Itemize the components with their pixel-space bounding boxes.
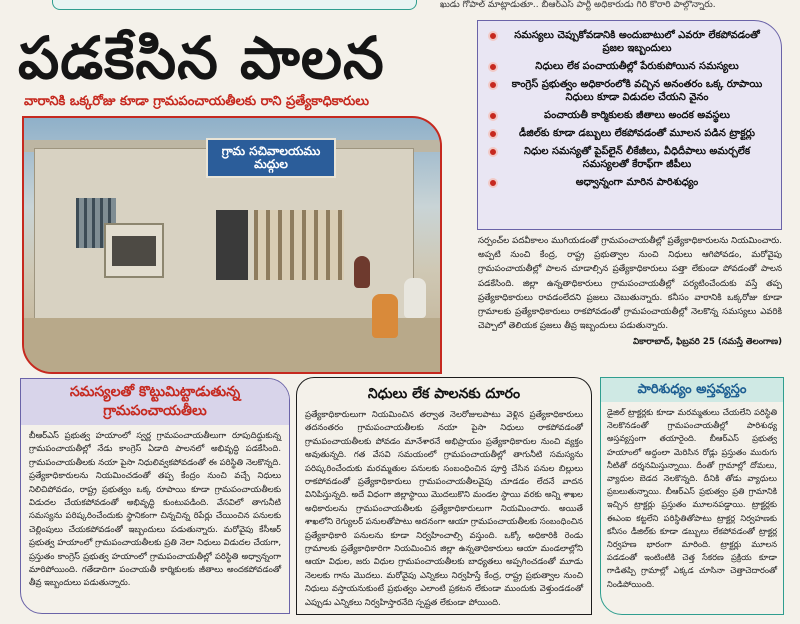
headline: పడకేసిన పాలన — [18, 24, 385, 92]
photo-gate — [254, 210, 344, 280]
highlight-item: కాంగ్రెస్ ప్రభుత్వం అధికారంలోకి వచ్చిన అనంతరం ఒక్క రూపాయి నిధులు కూడా విడుదల చేయని వైనం — [488, 78, 771, 104]
box-body: బీఆర్ఎస్ ప్రభుత్వ హయాంలో స్వర్ణ గ్రామపంచాయతీలుగా రూపుదిద్దుకున్న గ్రామపంచాయతీల్లో నేడు కాంగ్రెస్ ఏడాది పాలనలో అభివృద్ధి పడకేసింది. గ్రామపంచాయతీలకు నయా పైసా నిధులివ్వకపోవడంతో ఈ పరిస్థితి నెలకొన్నది. ప్రత్యేకాధికారులను నియమించడంతో తప్ప కేంద్రం నుంచి వచ్చే నిధులు నిలిచిపోవడం, రాష్ట్ర ప్రభుత్వం ఒక్క రూపాయి కూడా గ్రామపంచాయతీలకు విడుదల చేయకపోవడంతో అభివృద్ధి కుంటుపడింది. వేసవిలో తాగునీటి సమస్యను పరిష్కరించేందుకు స్థానికంగా చిన్నచిన్న రిపేర్లు చేయించిన పనులకు చెల్లింపులు చేయకపోవడంతో ఇబ్బందులు పడుతున్నారు. మరోవైపు కేసీఆర్ ప్రభుత్వ హయాంలో గ్రామపంచాయతీలకు ప్రతి నెలా నిధులు విడుదల చేయగా, ప్రస్తుతం కాంగ్రెస్ ప్రభుత్వ హయాంలో గ్రామపంచాయతీల్లో పరిస్థితి అధ్వాన్నంగా మారిపోయింది. గతేడాదిగా పంచాయతీ కార్మికులకు జీతాలు అందకపోవడంతో తీవ్ర ఇబ్బందులు పడుతున్నారు. — [29, 430, 281, 588]
highlight-item: పంచాయతీ కార్మికులకు జీతాలు అందక అవస్థలు — [488, 109, 771, 122]
box-title: పారిశుధ్యం అస్తవ్యస్తం — [601, 378, 783, 402]
intro-paragraph — [478, 234, 782, 350]
photo-board-inner — [112, 236, 156, 266]
news-photo — [22, 116, 442, 374]
photo-person-1 — [354, 256, 370, 288]
bullet-icon — [488, 178, 498, 188]
photo-person-3 — [404, 278, 426, 318]
top-strip-text: ఖుడు గోపాల్ మాట్లాడుతూ.. బీఆర్ఎస్ పార్టీ అధికారుడు గిరి కొరారి పాల్గొన్నారు. — [440, 0, 716, 10]
bullet-icon — [488, 31, 498, 41]
bullet-icon — [488, 129, 498, 139]
bullet-icon — [488, 80, 498, 90]
article-box-sanitation — [600, 377, 784, 615]
box-body: డైజిల్ ట్రాక్టర్లకు కూడా మరమ్మతులు చేయలేని పరిస్థితి నెలకొనడంతో గ్రామపంచాయతీల్లో పారిశుధ్య అస్తవ్యస్తంగా తయారైంది. బీఆర్ఎస్ ప్రభుత్వ హయాంలో అద్దంలా మెరిసిన రోడ్లు ప్రస్తుతం మురుగు నీటితో దర్శనమిస్తున్నాయి. దీంతో గ్రామాల్లో దోమలు, వ్యాధుల బెడద నెలకొన్నది. దీనికి తోడు వ్యాధులు ప్రబలుతున్నాయి. బీఆర్ఎస్ ప్రభుత్వం ప్రతి గ్రామానికి ఇచ్చిన ట్రాక్టర్లు ప్రస్తుతం మూలనపడ్డాయి. ట్రాక్టర్లకు ఈఎంఐ కట్టలేని పరిస్థితితోపాటు ట్రాక్టర్ల నిర్వహణకు కనీసం డీజిల్‌కు కూడా డబ్బులు లేకపోవడంతో ట్రాక్టర్ల నిర్వహణ భారంగా మారింది. ట్రాక్టర్లు మూలన పడడంతో ఇంటింటికి చెత్త సేకరణ ప్రక్రియ కూడా గాడితప్పి గ్రామాల్లో ఎక్కడ చూసినా చెత్తాచెదారంతో నిండిపోయింది. — [607, 407, 777, 589]
dateline: వికారాబాద్, ఫిబ్రవరి 25 (నమస్తే తెలంగాణ) — [632, 337, 782, 348]
article-box-funds — [296, 377, 592, 615]
box-title: నిధులు లేక పాలనకు దూరం — [367, 386, 521, 402]
top-strip-decoration — [52, 0, 417, 10]
top-strip — [0, 0, 800, 14]
photo-door — [216, 210, 248, 280]
highlight-item: నిధులు లేక పంచాయతీల్లో పేరుకుపోయిన సమస్యలు — [488, 60, 771, 73]
intro-text: సర్పంచ్‌ల పదవీకాలం ముగియడంతో గ్రామపంచాయతీల్లో ప్రత్యేకాధికారులను నియమించారు. అప్పటి నుంచి కేంద్ర, రాష్ట్ర ప్రభుత్వాల నుంచి నిధులు ఆగిపోవడం, మరోవైపు గ్రామపంచాయతీల్లో పాలన చూడాల్సిన ప్రత్యేకాధికారులు పత్తా లేకుండా పోవడంతో పాలన పడకేసింది. జిల్లా ఉన్నతాధికారులు గ్రామపంచాయతీల్లో పర్యటించేందుకు వస్తే తప్ప ప్రత్యేకాధికారులు రావడంలేదని ప్రజలు చెబుతున్నారు. కనీసం వారానికి ఒక్కరోజు కూడా గ్రామాలకు ప్రత్యేకాధికారులు రాకపోవడంతో గ్రామపంచాయతీల్లో నెలకొన్న సమస్యలు ఎవరికి చెప్పాలో తెలియక ప్రజలు తీవ్ర ఇబ్బందులు పడుతున్నారు. — [478, 236, 782, 332]
box-title: సమస్యలతో కొట్టుమిట్టాడుతున్న గ్రామపంచాయతీలు — [21, 379, 289, 425]
box-body: ప్రత్యేకాధికారులుగా నియమించిన తర్వాత నెలరోజులపాటు వెళ్లిన ప్రత్యేకాధికారులు తదనంతరం గ్రామపంచాయతీలకు నయా పైసా నిధులు రాకపోవడంతో గ్రామపంచాయతీలకు పోవడం మానేశారనే అభిప్రాయం ప్రత్యేకాధికారుల నుంచి వ్యక్తం అవుతున్నది. గత వేసవి సమయంలో గ్రామపంచాయతీల్లో తాగునీటి సమస్యను పరిష్కరించేందుకు మరమ్మతుల పనులకు సంబంధించిన పూర్తి చేసిన పనుల బిల్లులు రాకపోవడంతో ప్రత్యేకాధికారులు గ్రామపంచాయతీలవైపు చూడడం లేదనే వాదన వినిపిస్తున్నది. అదే విధంగా జిల్లాస్థాయి మొదలుకొని మండల స్థాయి వరకు అన్ని శాఖల అధికారులను గ్రామపంచాయతీలకు ప్రత్యేకాధికారులుగా నియమించారు. అయితే శాఖలోని రెగ్యులర్ పనులతోపాటు అదనంగా ఆయా గ్రామపంచాయతీలకు సంబంధించిన ప్రత్యేకాధికారి పనులను కూడా నిర్వహించాల్సి వస్తుంది. ఒక్కో అధికారికి రెండు గ్రామాలకు ప్రత్యేకాధికారిగా నియమించిన జిల్లా ఉన్నతాధికారులు ఆయా మండలాల్లోని ఆయా విధుల, జరు విధుల గ్రామపంచాయతీలకు బాధ్యతలు అప్పగించడంతో మూడు నెలలకు గాను మొదలు. మరోవైపు ఎన్నికలు నిర్వహిస్తే కేంద్ర, రాష్ట్ర ప్రభుత్వాల నుంచి నిధులు వస్తాయనుకుంటే ప్రభుత్వం ఎలాంటి ప్రకటన లేకుండా ముందుకు వెళ్తుండడంతో ఎప్పుడు ఎన్నికలు నిర్వహిస్తారనేది స్పష్టత లేకుండా పోయింది. — [305, 409, 583, 607]
article-box-problems — [20, 378, 290, 614]
bullet-icon — [488, 62, 498, 72]
photo-person-2 — [372, 294, 398, 338]
highlight-item: సమస్యలు చెప్పుకోవడానికి అందుబాటులో ఎవరూ లేకపోవడంతో ప్రజల ఇబ్బందులు — [488, 29, 771, 55]
highlight-item: నిధుల సమస్యతో పైప్‌లైన్ లీకేజీలు, వీధిదీపాలు అమర్చలేక సమస్యలతో కేరాఫ్‌గా జీపీలు — [488, 145, 771, 171]
highlight-item: డీజిల్‌కు కూడా డబ్బులు లేకపోవడంతో మూలన పడిన ట్రాక్టర్లు — [488, 127, 771, 140]
highlight-item: అధ్వాన్నంగా మారిన పారిశుధ్యం — [488, 176, 771, 189]
photo-signboard: గ్రామ సచివాలయము మద్గుల — [206, 138, 336, 178]
bullet-icon — [488, 111, 498, 121]
subhead: వారానికి ఒక్కరోజు కూడా గ్రామపంచాయతీలకు రాని ప్రత్యేకాధికారులు — [24, 94, 369, 109]
bullet-icon — [488, 147, 498, 157]
highlights-box — [477, 20, 782, 230]
